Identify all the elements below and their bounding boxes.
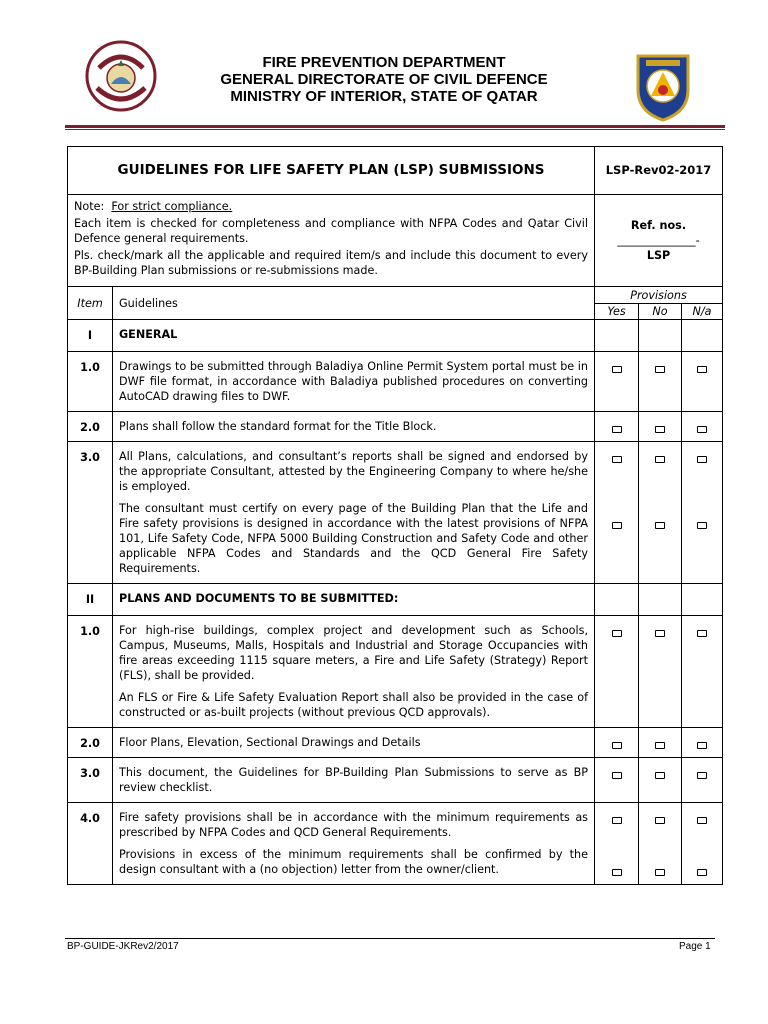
- note-emphasis: For strict compliance.: [111, 200, 233, 213]
- lsp-checklist-table: [67, 146, 723, 885]
- item-number: 1.0: [68, 616, 113, 728]
- table-row: [68, 352, 723, 412]
- yes-checkbox[interactable]: [612, 742, 622, 749]
- na-checkbox[interactable]: [697, 426, 707, 433]
- note-heading: [74, 199, 588, 214]
- item-number: 2.0: [68, 412, 113, 442]
- no-checkbox[interactable]: [655, 366, 665, 373]
- revision-code: LSP-Rev02-2017: [595, 147, 723, 195]
- section-title: PLANS AND DOCUMENTS TO BE SUBMITTED:: [113, 584, 595, 616]
- col-item: Item: [68, 287, 113, 320]
- section-row: [68, 584, 723, 616]
- note-row: [68, 195, 723, 287]
- civil-defence-emblem: [634, 50, 692, 122]
- section-row: [68, 320, 723, 352]
- item-text: This document, the Guidelines for BP-Building Plan Submissions to serve as BP review checklist.: [119, 766, 589, 794]
- yes-checkbox[interactable]: [612, 630, 622, 637]
- note-text-2: Pls. check/mark all the applicable and required item/s and include this document to every BP-Building Plan submissions or re-submissions made.: [74, 249, 589, 277]
- no-checkbox[interactable]: [655, 742, 665, 749]
- no-checkbox[interactable]: [655, 426, 665, 433]
- header-line-department: FIRE PREVENTION DEPARTMENT: [262, 54, 506, 71]
- item-text: Fire safety provisions shall be in accordance with the minimum requirements as prescribed by NFPA Codes and QCD General Requirements.: [119, 811, 589, 839]
- item-number: 4.0: [68, 803, 113, 885]
- item-text: The consultant must certify on every page of the Building Plan that the Life and Fire safety provisions is designed in accordance with the latest provisions of NFPA 101, Life Safety Code, NFPA 5000 Building Construction and Safety Code and other applicable NFPA Codes and Standards and the QCD General Fire Safety Requirements.: [119, 502, 589, 575]
- na-checkbox[interactable]: [697, 817, 707, 824]
- document-title: GUIDELINES FOR LIFE SAFETY PLAN (LSP) SUBMISSIONS: [68, 147, 595, 195]
- item-text: An FLS or Fire & Life Safety Evaluation Report shall also be provided in the case of constructed or as-built projects (without previous QCD approvals).: [119, 691, 589, 719]
- yes-checkbox[interactable]: [612, 426, 622, 433]
- yes-checkbox[interactable]: [612, 869, 622, 876]
- item-text: Drawings to be submitted through Baladiya Online Permit System portal must be in DWF file format, in accordance with Baladiya published procedures on converting AutoCAD drawing files to DWF.: [119, 360, 589, 403]
- no-checkbox[interactable]: [655, 456, 665, 463]
- table-row: [68, 442, 723, 584]
- no-checkbox[interactable]: [655, 869, 665, 876]
- yes-checkbox[interactable]: [612, 522, 622, 529]
- yes-checkbox[interactable]: [612, 817, 622, 824]
- col-guidelines: Guidelines: [113, 287, 595, 320]
- item-text: Provisions in excess of the minimum requirements shall be confirmed by the design consultant with a (no objection) letter from the owner/client.: [119, 848, 589, 876]
- item-number: 1.0: [68, 352, 113, 412]
- item-number: 2.0: [68, 728, 113, 758]
- na-checkbox[interactable]: [697, 630, 707, 637]
- header-line-directorate: GENERAL DIRECTORATE OF CIVIL DEFENCE: [220, 71, 548, 88]
- note-text-1: Each item is checked for completeness and compliance with NFPA Codes and Qatar Civil Defence general requirements.: [74, 217, 589, 245]
- section-number: II: [68, 584, 113, 616]
- yes-checkbox[interactable]: [612, 772, 622, 779]
- item-text: All Plans, calculations, and consultant’s reports shall be signed and endorsed by the appropriate Consultant, attested by the Engineering Company to where he/she is employed.: [119, 450, 589, 493]
- document-header: [0, 0, 768, 130]
- na-checkbox[interactable]: [697, 869, 707, 876]
- title-row: [68, 147, 723, 195]
- table-row: [68, 616, 723, 728]
- footer-divider: [65, 938, 715, 939]
- note-block: [68, 195, 595, 287]
- column-header-row: [68, 287, 723, 304]
- item-text: For high-rise buildings, complex project and development such as Schools, Campus, Museums, Malls, Hospitals and Industrial and Storage Occupancies with fire areas exceeding 1115 square meters, a Fire and Life Safety (Strategy) Report (FLS), shall be provided.: [119, 624, 589, 682]
- no-checkbox[interactable]: [655, 630, 665, 637]
- ref-label: Ref. nos.: [630, 219, 687, 232]
- header-divider-thin: [65, 129, 725, 130]
- col-yes: Yes: [595, 304, 639, 320]
- na-checkbox[interactable]: [697, 522, 707, 529]
- table-row: [68, 412, 723, 442]
- item-number: 3.0: [68, 758, 113, 803]
- table-row: [68, 803, 723, 885]
- ref-blank: ______________-: [617, 234, 700, 247]
- na-checkbox[interactable]: [697, 456, 707, 463]
- no-checkbox[interactable]: [655, 522, 665, 529]
- section-title: GENERAL: [113, 320, 595, 352]
- item-number: 3.0: [68, 442, 113, 584]
- ref-code: LSP: [646, 249, 671, 262]
- na-checkbox[interactable]: [697, 772, 707, 779]
- col-no: No: [639, 304, 682, 320]
- footer-page-number: Page 1: [679, 941, 711, 952]
- yes-checkbox[interactable]: [612, 456, 622, 463]
- table-row: [68, 758, 723, 803]
- col-provisions: Provisions: [595, 287, 723, 304]
- item-text: Floor Plans, Elevation, Sectional Drawings and Details: [119, 736, 421, 749]
- footer-document-code: BP-GUIDE-JKRev2/2017: [67, 941, 179, 952]
- na-checkbox[interactable]: [697, 366, 707, 373]
- no-checkbox[interactable]: [655, 772, 665, 779]
- section-number: I: [68, 320, 113, 352]
- reference-block: [595, 195, 723, 287]
- note-label: Note:: [74, 200, 105, 213]
- col-na: N/a: [682, 304, 723, 320]
- yes-checkbox[interactable]: [612, 366, 622, 373]
- table-row: [68, 728, 723, 758]
- no-checkbox[interactable]: [655, 817, 665, 824]
- item-text: Plans shall follow the standard format for the Title Block.: [119, 420, 437, 433]
- header-divider: [65, 125, 725, 128]
- header-line-ministry: MINISTRY OF INTERIOR, STATE OF QATAR: [230, 88, 538, 105]
- na-checkbox[interactable]: [697, 742, 707, 749]
